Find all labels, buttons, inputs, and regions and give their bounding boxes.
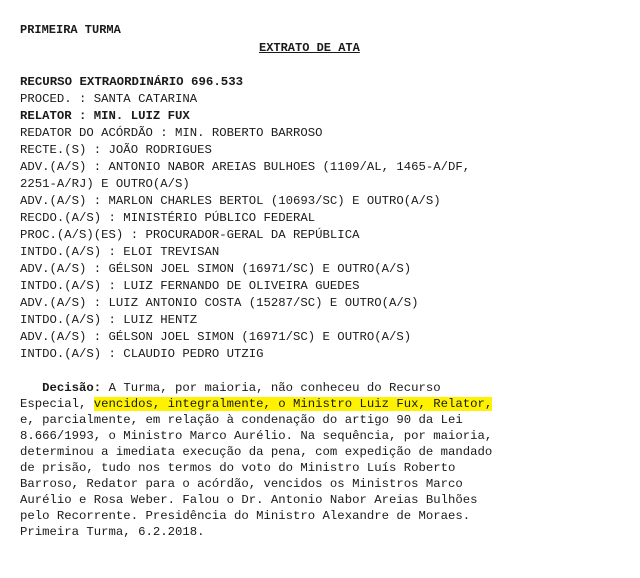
decision-line: Especial, vencidos, integralmente, o Ministro Luiz Fux, Relator, bbox=[20, 397, 493, 411]
interested-party-line: INTDO.(A/S) : LUIZ FERNANDO DE OLIVEIRA GUEDES bbox=[20, 279, 360, 293]
decision-line: pelo Recorrente. Presidência do Ministro Alexandre de Moraes. bbox=[20, 509, 471, 523]
decision-line: 8.666/1993, o Ministro Marco Aurélio. Na sequência, por maioria, bbox=[20, 429, 493, 443]
highlighted-text: vencidos, integralmente, o Ministro Luiz Fux, Relator, bbox=[93, 397, 493, 411]
decision-line: de prisão, tudo nos termos do voto do Ministro Luís Roberto bbox=[20, 461, 456, 475]
court-panel-heading: PRIMEIRA TURMA bbox=[20, 23, 121, 37]
case-title: RECURSO EXTRAORDINÁRIO 696.533 bbox=[20, 75, 244, 89]
respondent-line: RECDO.(A/S) : MINISTÉRIO PÚBLICO FEDERAL bbox=[20, 211, 316, 225]
decision-label: Decisão: bbox=[42, 381, 102, 395]
lawyer-line: ADV.(A/S) : GÉLSON JOEL SIMON (16971/SC) E OUTRO(A/S) bbox=[20, 262, 412, 276]
lawyer-line: ADV.(A/S) : GÉLSON JOEL SIMON (16971/SC) E OUTRO(A/S) bbox=[20, 330, 412, 344]
lawyer-line: ADV.(A/S) : LUIZ ANTONIO COSTA (15287/SC) E OUTRO(A/S) bbox=[20, 296, 419, 310]
decision-line: Decisão: A Turma, por maioria, não conheceu do Recurso bbox=[42, 381, 441, 395]
decision-line: e, parcialmente, em relação à condenação do artigo 90 da Lei bbox=[20, 413, 463, 427]
interested-party-line: INTDO.(A/S) : ELOI TREVISAN bbox=[20, 245, 220, 259]
decision-line: Aurélio e Rosa Weber. Falou o Dr. Antonio Nabor Areias Bulhões bbox=[20, 493, 478, 507]
origin-line: PROCED. : SANTA CATARINA bbox=[20, 92, 198, 106]
decision-date-line: Primeira Turma, 6.2.2018. bbox=[20, 525, 205, 539]
minutes-extract-heading: EXTRATO DE ATA bbox=[259, 41, 360, 55]
prosecutor-line: PROC.(A/S)(ES) : PROCURADOR-GERAL DA REPÚBLICA bbox=[20, 228, 360, 242]
decision-line: Barroso, Redator para o acórdão, vencidos os Ministros Marco bbox=[20, 477, 463, 491]
appellant-line: RECTE.(S) : JOÃO RODRIGUES bbox=[20, 143, 212, 157]
decision-line: determinou a imediata execução da pena, com expedição de mandado bbox=[20, 445, 493, 459]
lawyer-line-continuation: 2251-A/RJ) E OUTRO(A/S) bbox=[20, 177, 190, 191]
interested-party-line: INTDO.(A/S) : CLAUDIO PEDRO UTZIG bbox=[20, 347, 264, 361]
lawyer-line: ADV.(A/S) : MARLON CHARLES BERTOL (10693/SC) E OUTRO(A/S) bbox=[20, 194, 441, 208]
lawyer-line: ADV.(A/S) : ANTONIO NABOR AREIAS BULHOES (1109/AL, 1465-A/DF, bbox=[20, 160, 471, 174]
interested-party-line: INTDO.(A/S) : LUIZ HENTZ bbox=[20, 313, 198, 327]
judgment-drafter-line: REDATOR DO ACÓRDÃO : MIN. ROBERTO BARROSO bbox=[20, 126, 323, 140]
rapporteur-line: RELATOR : MIN. LUIZ FUX bbox=[20, 109, 190, 123]
